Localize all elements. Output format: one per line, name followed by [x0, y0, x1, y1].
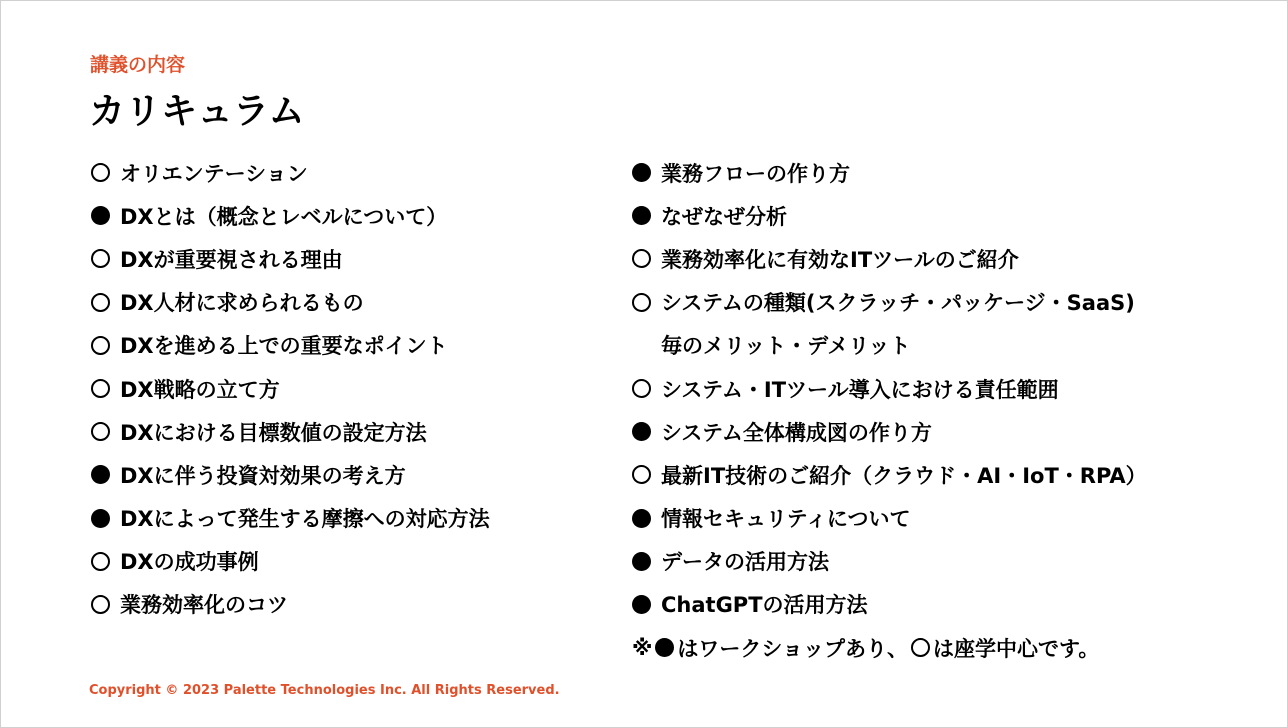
filled-circle-icon — [632, 595, 651, 614]
item-label: システム全体構成図の作り方 — [661, 420, 932, 445]
open-circle-icon — [911, 638, 930, 657]
note-workshop-text: はワークショップあり、 — [677, 636, 909, 661]
curriculum-item — [632, 194, 1232, 237]
item-label: DXによって発生する摩擦への対応方法 — [120, 507, 490, 532]
open-circle-icon — [632, 465, 651, 484]
item-label: 毎のメリット・デメリット — [661, 334, 911, 359]
item-label: DXを進める上での重要なポイント — [120, 334, 448, 359]
curriculum-item — [91, 281, 611, 324]
curriculum-item — [632, 497, 1232, 540]
item-label: データの活用方法 — [661, 550, 829, 575]
open-circle-icon — [91, 336, 110, 355]
slide-title: カリキュラム — [89, 91, 305, 132]
curriculum-list-left — [91, 151, 611, 626]
curriculum-item — [91, 583, 611, 626]
item-label: 業務効率化に有効なITツールのご紹介 — [661, 247, 1019, 272]
filled-circle-icon — [632, 206, 651, 225]
item-label: なぜなぜ分析 — [661, 204, 787, 229]
filled-circle-icon — [655, 638, 674, 657]
filled-circle-icon — [91, 509, 110, 528]
open-circle-icon — [632, 379, 651, 398]
filled-circle-icon — [632, 163, 651, 182]
item-label: DXとは（概念とレベルについて） — [120, 204, 448, 229]
curriculum-item — [91, 497, 611, 540]
curriculum-list-right — [632, 151, 1232, 669]
open-circle-icon — [632, 249, 651, 268]
curriculum-item — [632, 540, 1232, 583]
curriculum-item — [632, 453, 1232, 496]
curriculum-item — [91, 453, 611, 496]
item-label: DXに伴う投資対効果の考え方 — [120, 463, 406, 488]
curriculum-item — [91, 324, 611, 367]
filled-circle-icon — [91, 206, 110, 225]
legend-note — [632, 626, 1232, 669]
item-label: DX戦略の立て方 — [120, 377, 280, 402]
open-circle-icon — [91, 379, 110, 398]
item-label: 最新IT技術のご紹介（クラウド・AI・IoT・RPA） — [661, 463, 1147, 488]
item-label: システム・ITツール導入における責任範囲 — [661, 377, 1059, 402]
filled-circle-icon — [632, 422, 651, 441]
filled-circle-icon — [632, 509, 651, 528]
curriculum-item — [632, 281, 1232, 324]
open-circle-icon — [91, 293, 110, 312]
item-label: 業務フローの作り方 — [661, 161, 850, 186]
curriculum-item — [91, 410, 611, 453]
open-circle-icon — [91, 595, 110, 614]
note-lecture-text: は座学中心です。 — [933, 636, 1100, 661]
open-circle-icon — [632, 293, 651, 312]
curriculum-item — [632, 237, 1232, 280]
item-label: オリエンテーション — [120, 161, 308, 186]
curriculum-item-continuation — [632, 324, 1232, 367]
item-label: DX人材に求められるもの — [120, 291, 364, 316]
filled-circle-icon — [91, 465, 110, 484]
open-circle-icon — [91, 422, 110, 441]
item-label: DXの成功事例 — [120, 550, 259, 575]
curriculum-item — [632, 583, 1232, 626]
filled-circle-icon — [632, 552, 651, 571]
curriculum-item — [632, 367, 1232, 410]
curriculum-item — [91, 237, 611, 280]
note-prefix: ※ — [632, 635, 653, 660]
curriculum-item — [91, 367, 611, 410]
slide-subtitle: 講義の内容 — [90, 54, 186, 76]
open-circle-icon — [91, 249, 110, 268]
item-label: DXが重要視される理由 — [120, 247, 343, 272]
item-label: ChatGPTの活用方法 — [661, 593, 868, 618]
open-circle-icon — [91, 163, 110, 182]
open-circle-icon — [91, 552, 110, 571]
curriculum-item — [91, 540, 611, 583]
item-label: 情報セキュリティについて — [661, 507, 911, 532]
item-label: システムの種類(スクラッチ・パッケージ・SaaS) — [661, 291, 1135, 316]
curriculum-item — [632, 151, 1232, 194]
curriculum-item — [91, 151, 611, 194]
item-label: DXにおける目標数値の設定方法 — [120, 420, 427, 445]
curriculum-item — [632, 410, 1232, 453]
copyright-footer: Copyright © 2023 Palette Technologies Inc. All Rights Reserved. — [89, 683, 560, 698]
curriculum-item — [91, 194, 611, 237]
item-label: 業務効率化のコツ — [120, 593, 288, 618]
